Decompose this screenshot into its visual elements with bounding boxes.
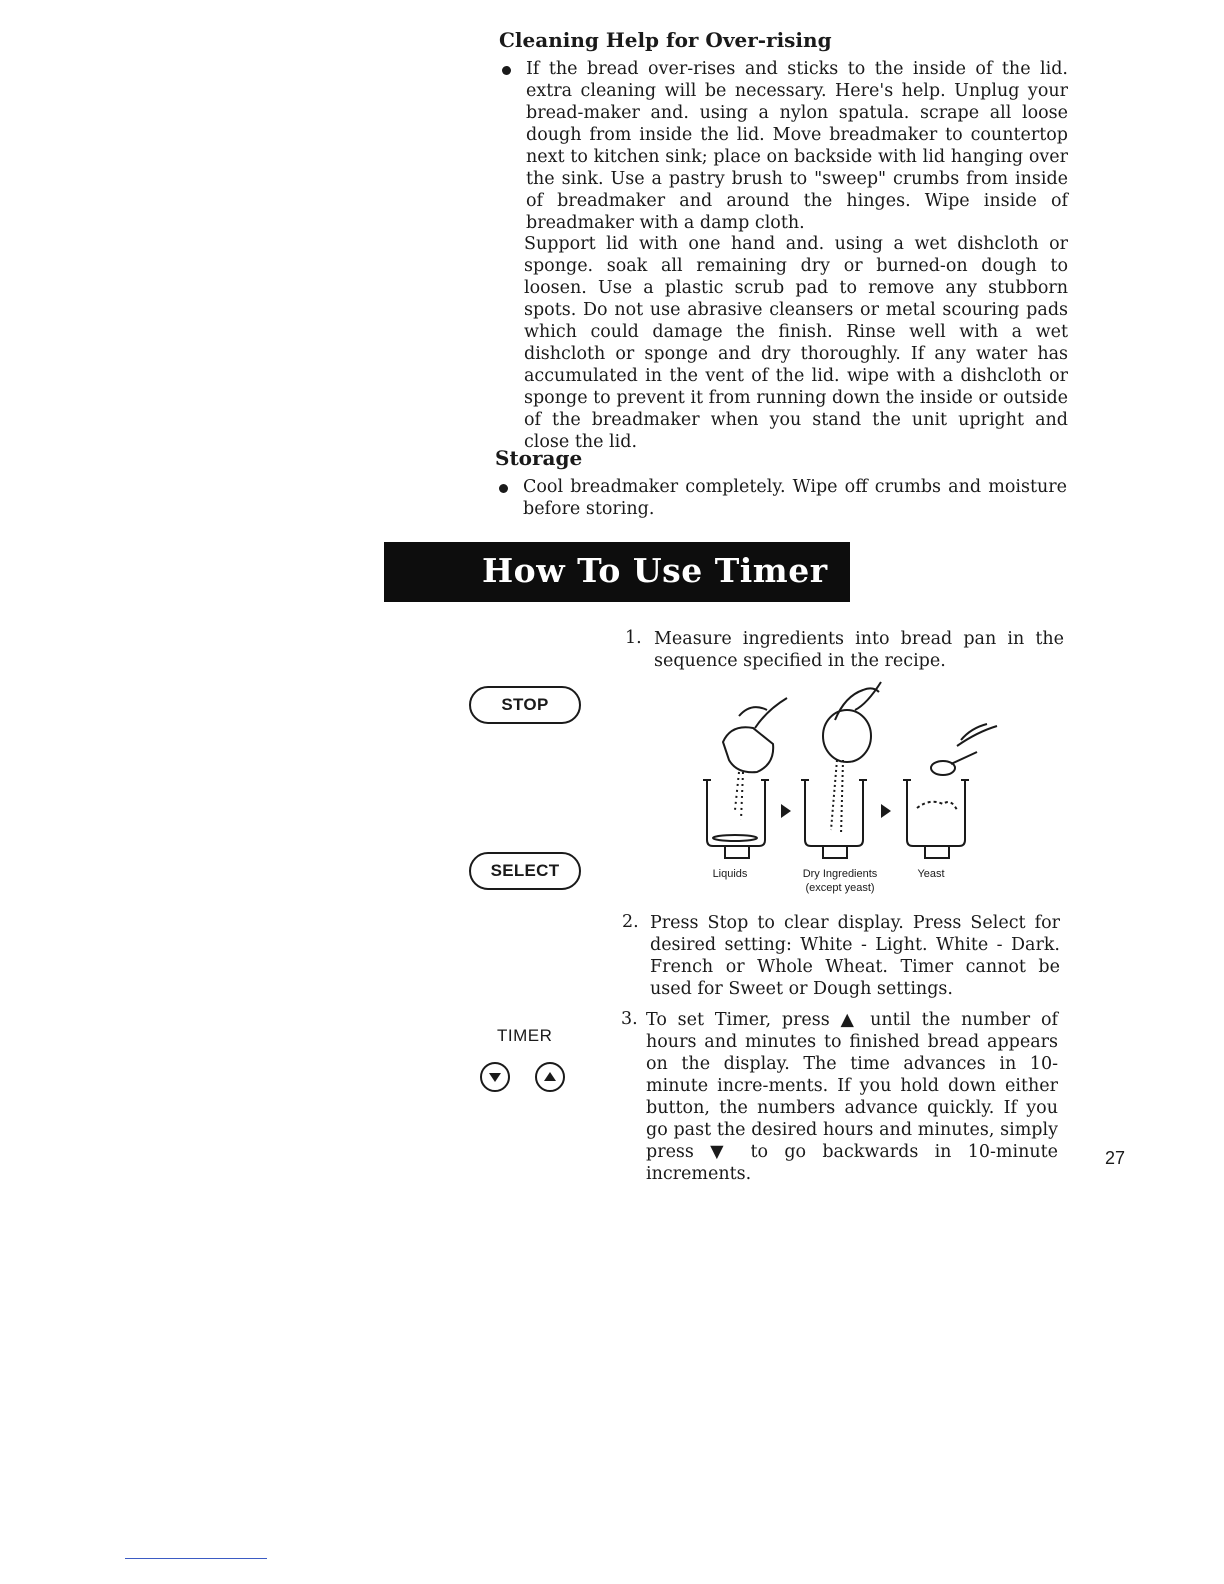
ingredients-illustration	[695, 680, 1015, 865]
triangle-down-icon	[488, 1071, 502, 1083]
timer-up-button[interactable]	[535, 1062, 565, 1092]
section-banner: How To Use Timer	[384, 542, 850, 602]
storage-text: Cool breadmaker completely. Wipe off crumbs and moisture before storing.	[523, 477, 1067, 519]
step-3-text: To set Timer, press ▲ until the number of hours and minutes to finished bread appears on the display. The time advances in 10-minute incre-ments. If you hold down either button, the numbers advance quickly. If you go past the desired hours and minutes, simply press ▼ to go backwards in 10-minute increments.	[646, 1010, 1058, 1184]
bullet-icon	[499, 484, 508, 493]
select-button[interactable]: SELECT	[469, 852, 581, 890]
timer-down-button[interactable]	[480, 1062, 510, 1092]
arrow-right-icon	[881, 804, 891, 818]
cleaning-heading: Cleaning Help for Over-rising	[499, 28, 832, 52]
measuring-cup-dry	[823, 682, 881, 835]
caption-yeast: Yeast	[917, 868, 945, 880]
triangle-up-icon	[543, 1071, 557, 1083]
step-1-text: Measure ingredients into bread pan in the sequence specified in the recipe.	[654, 629, 1064, 671]
page-number: 27	[1105, 1148, 1126, 1168]
caption-dry-ingredients: Dry Ingredients	[802, 868, 878, 880]
measuring-spoon-yeast	[931, 724, 997, 775]
arrow-right-icon	[781, 804, 791, 818]
cleaning-paragraph-2: Support lid with one hand and. using a wet dishcloth or sponge. soak all remaining dry or burned-on dough to loosen. Use a plastic scrub pad to remove any stubborn spots. Do not use abrasive cleansers or metal scouring pads which could damage the finish. Rinse well with a wet dishcloth or sponge and dry thoroughly. If any water has accumulated in the vent of the lid. wipe with a dishcloth or sponge to prevent it from running down the inside or outside of the breadmaker when you stand the unit upright and close the lid.	[524, 234, 1068, 452]
step-2-text: Press Stop to clear display. Press Select for desired setting: White - Light. White - Dark. French or Whole Wheat. Timer cannot be used for Sweet or Dough settings.	[650, 913, 1060, 999]
caption-liquids: Liquids	[712, 868, 748, 880]
cleaning-paragraph-1: If the bread over-rises and sticks to the inside of the lid. extra cleaning will be necessary. Here's help. Unplug your bread-maker and. using a nylon spatula. scrape all loose dough from inside the lid. Move breadmaker to countertop next to kitchen sink; place on backside with lid hanging over the sink. Use a pastry brush to "sweep" crumbs from inside of breadmaker and around the hinges. Wipe inside of breadmaker with a damp cloth.	[526, 59, 1068, 233]
step-1-number: 1.	[625, 628, 642, 648]
measuring-cup-liquid	[723, 698, 787, 820]
bread-pan-yeast	[903, 780, 969, 858]
storage-heading: Storage	[495, 446, 583, 470]
stop-button[interactable]: STOP	[469, 686, 581, 724]
step-2-number: 2.	[622, 912, 639, 932]
caption-except-yeast: (except yeast)	[805, 882, 875, 894]
footer-rule	[125, 1558, 267, 1559]
timer-label: TIMER	[497, 1026, 553, 1045]
bullet-icon	[502, 66, 511, 75]
step-3-number: 3.	[621, 1009, 638, 1029]
